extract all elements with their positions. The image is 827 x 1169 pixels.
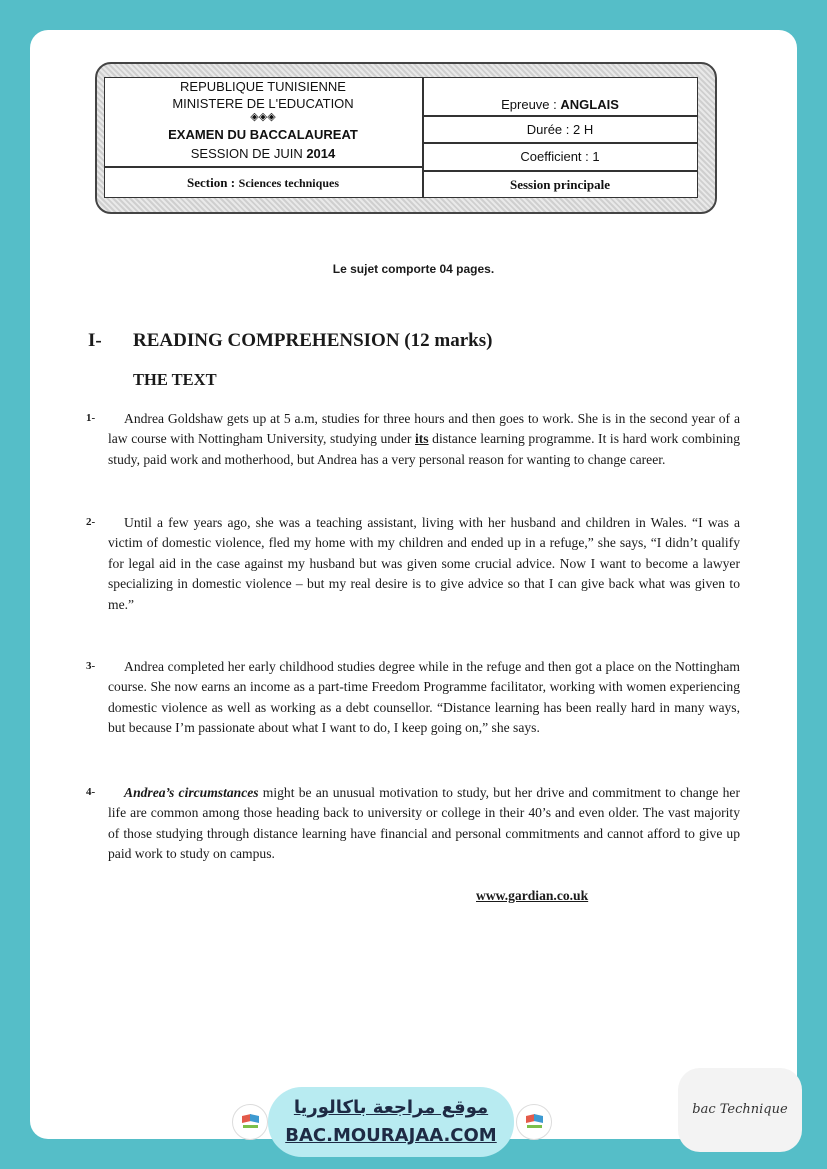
session-type-label: Session principale [509,177,611,192]
paragraph-number: 2- [86,516,96,528]
paragraph-4: Andrea’s circumstances might be an unusual motivation to study, but her drive and commitment to change her life are common among those heading back to university or college in their 40’s and even older. The vast majority of those studying through distance learning have financial and personal commitments and cannot afford to give up paid work to study on campus. [108,785,740,862]
header-divider [422,142,698,144]
ministry-label: MINISTERE DE L'EDUCATION [172,96,354,111]
section-title: READING COMPREHENSION (12 marks) [133,330,493,351]
text-subtitle: THE TEXT [133,370,217,389]
books-logo-icon [232,1104,268,1140]
session-label: SESSION DE JUIN 2014 [190,146,336,161]
header-divider [104,166,422,168]
exam-label: EXAMEN DU BACCALAUREAT [168,127,358,142]
header-divider [422,170,698,172]
bac-technique-badge: bac Technique [678,1068,802,1152]
ornament-icon: ◈◈◈ [250,111,276,123]
books-logo-icon [516,1104,552,1140]
epreuve-label: Epreuve : ANGLAIS [501,97,619,112]
section-number: I- [88,330,102,351]
republic-label: REPUBLIQUE TUNISIENNE [180,79,346,94]
source-link[interactable]: www.gardian.co.uk [476,888,589,903]
pages-note: Le sujet comporte 04 pages. [332,262,495,276]
underlined-word: its [414,431,429,447]
duree-label: Durée : 2 H [526,122,594,137]
paragraph-number: 1- [86,412,96,424]
paragraph-number: 4- [86,786,96,798]
paragraph-number: 3- [86,660,96,672]
paragraph-2: Until a few years ago, she was a teaching assistant, living with her husband and children in Wales. “I was a victim of domestic violence, fled my home with my children and ended up in a refuge,” she says, “I didn’t qualify for legal aid in the case against my husband but was given some crucial advice. Now I want to become a lawyer specializing in domestic violence – but my real desire is to give advice so that I can give back what was given to me.” [108,515,740,612]
coefficient-label: Coefficient : 1 [520,149,600,164]
emphasized-phrase: Andrea’s circumstances [124,785,259,800]
header-divider [422,115,698,117]
site-url-label[interactable]: BAC.MOURAJAA.COM [285,1125,497,1146]
site-banner[interactable] [268,1087,514,1157]
section-label: Section : Sciences techniques [187,175,339,190]
site-arabic-label: موقع مراجعة باكالوريا [293,1097,489,1118]
paragraph-1: Andrea Goldshaw gets up at 5 a.m, studies for three hours and then goes to work. She is in the second year of a law course with Nottingham University, studying under its distance learning programme. It is hard work combining study, paid work and motherhood, but Andrea has a very personal reason for wanting to change career. [108,411,740,467]
paragraph-3: Andrea completed her early childhood studies degree while in the refuge and then got a place on the Nottingham course. She now earns an income as a part-time Freedom Programme facilitator, working with women experiencing domestic violence as well as working as a debt counsellor. “Distance learning has been really hard in many ways, but because I’m passionate about what I want to do, I keep going on,” she says. [108,659,740,736]
